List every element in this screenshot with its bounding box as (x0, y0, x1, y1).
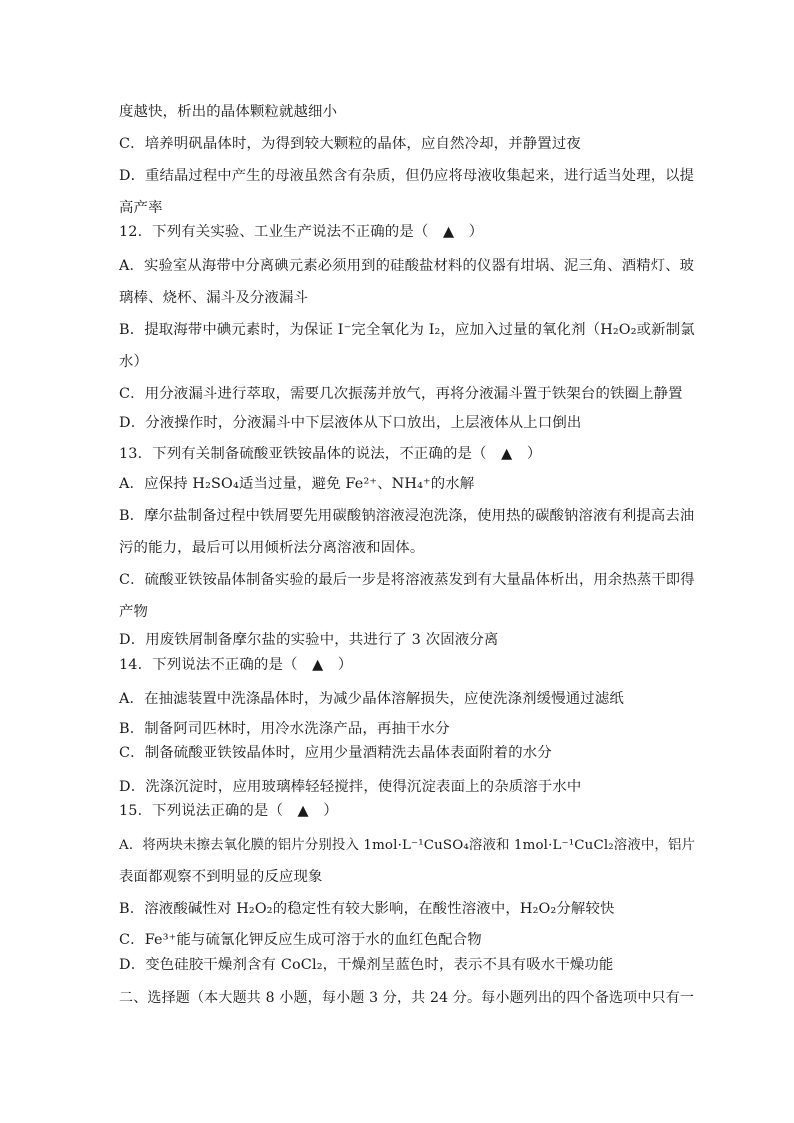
option-a-14: A．在抽滤装置中洗涤晶体时，为减少晶体溶解损失，应使洗涤剂缓慢通过滤纸 (119, 691, 624, 707)
option-b-14: B．制备阿司匹林时，用冷水洗涤产品，再抽干水分 (119, 721, 450, 737)
text-line: 水） (119, 354, 149, 370)
option-d-11: D．重结晶过程中产生的母液虽然含有杂质，但仍应将母液收集起来，进行适当处理，以提 (119, 168, 695, 184)
option-a-13: A．应保持 H₂SO₄适当过量，避免 Fe²⁺、NH₄⁺的水解 (119, 476, 475, 492)
section-heading: 二、选择题（本大题共 8 小题，每小题 3 分，共 24 分。每小题列出的四个备选项中只有一 (119, 990, 695, 1006)
option-c-13: C．硫酸亚铁铵晶体制备实验的最后一步是将溶液蒸发到有大量晶体析出，用余热蒸干即得 (119, 572, 695, 588)
option-a-12: A．实验室从海带中分离碘元素必须用到的硅酸盐材料的仪器有坩埚、泥三角、酒精灯、玻 (119, 258, 695, 274)
text-line: 高产率 (119, 200, 163, 216)
option-b-15: B．溶液酸碱性对 H₂O₂的稳定性有较大影响，在酸性溶液中，H₂O₂分解较快 (119, 901, 615, 917)
option-a-15: A．将两块未擦去氧化膜的铝片分别投入 1mol·L⁻¹CuSO₄溶液和 1mol·L⁻¹CuCl₂溶液中，铝片 (119, 838, 696, 853)
option-b-13: B．摩尔盐制备过程中铁屑要先用碳酸钠溶液浸泡洗涤，使用热的碳酸钠溶液有利提高去油 (119, 508, 695, 524)
question-14: 14．下列说法不正确的是（ ▲ ） (119, 657, 353, 673)
option-d-15: D．变色硅胶干燥剂含有 CoCl₂，干燥剂呈蓝色时，表示不具有吸水干燥功能 (119, 957, 614, 973)
option-d-13: D．用废铁屑制备摩尔盐的实验中，共进行了 3 次固液分离 (119, 632, 499, 648)
option-c-12: C．用分液漏斗进行萃取，需要几次振荡并放气，再将分液漏斗置于铁架台的铁圈上静置 (119, 386, 683, 402)
option-c-11: C．培养明矾晶体时，为得到较大颗粒的晶体，应自然冷却，并静置过夜 (119, 136, 581, 152)
text-line: 污的能力，最后可以用倾析法分离溶液和固体。 (119, 540, 425, 556)
text-line: 表面都观察不到明显的反应现象 (119, 869, 323, 885)
option-c-15: C．Fe³⁺能与硫氰化钾反应生成可溶于水的血红色配合物 (119, 932, 482, 948)
question-12: 12．下列有关实验、工业生产说法不正确的是（ ▲ ） (119, 224, 484, 240)
question-13: 13．下列有关制备硫酸亚铁铵晶体的说法，不正确的是（ ▲ ） (119, 446, 542, 462)
text-line: 产物 (119, 604, 149, 620)
option-c-14: C．制备硫酸亚铁铵晶体时，应用少量酒精洗去晶体表面附着的水分 (119, 745, 552, 761)
option-d-12: D．分液操作时，分液漏斗中下层液体从下口放出，上层液体从上口倒出 (119, 415, 582, 431)
question-15: 15．下列说法正确的是（ ▲ ） (119, 803, 338, 819)
text-line: 度越快，析出的晶体颗粒就越细小 (119, 104, 338, 120)
text-line: 璃棒、烧杯、漏斗及分液漏斗 (119, 290, 309, 306)
option-b-12: B．提取海带中碘元素时，为保证 I⁻完全氧化为 I₂，应加入过量的氧化剂（H₂O₂或新制氯 (119, 322, 695, 338)
option-d-14: D．洗涤沉淀时，应用玻璃棒轻轻搅拌，使得沉淀表面上的杂质溶于水中 (119, 779, 582, 795)
